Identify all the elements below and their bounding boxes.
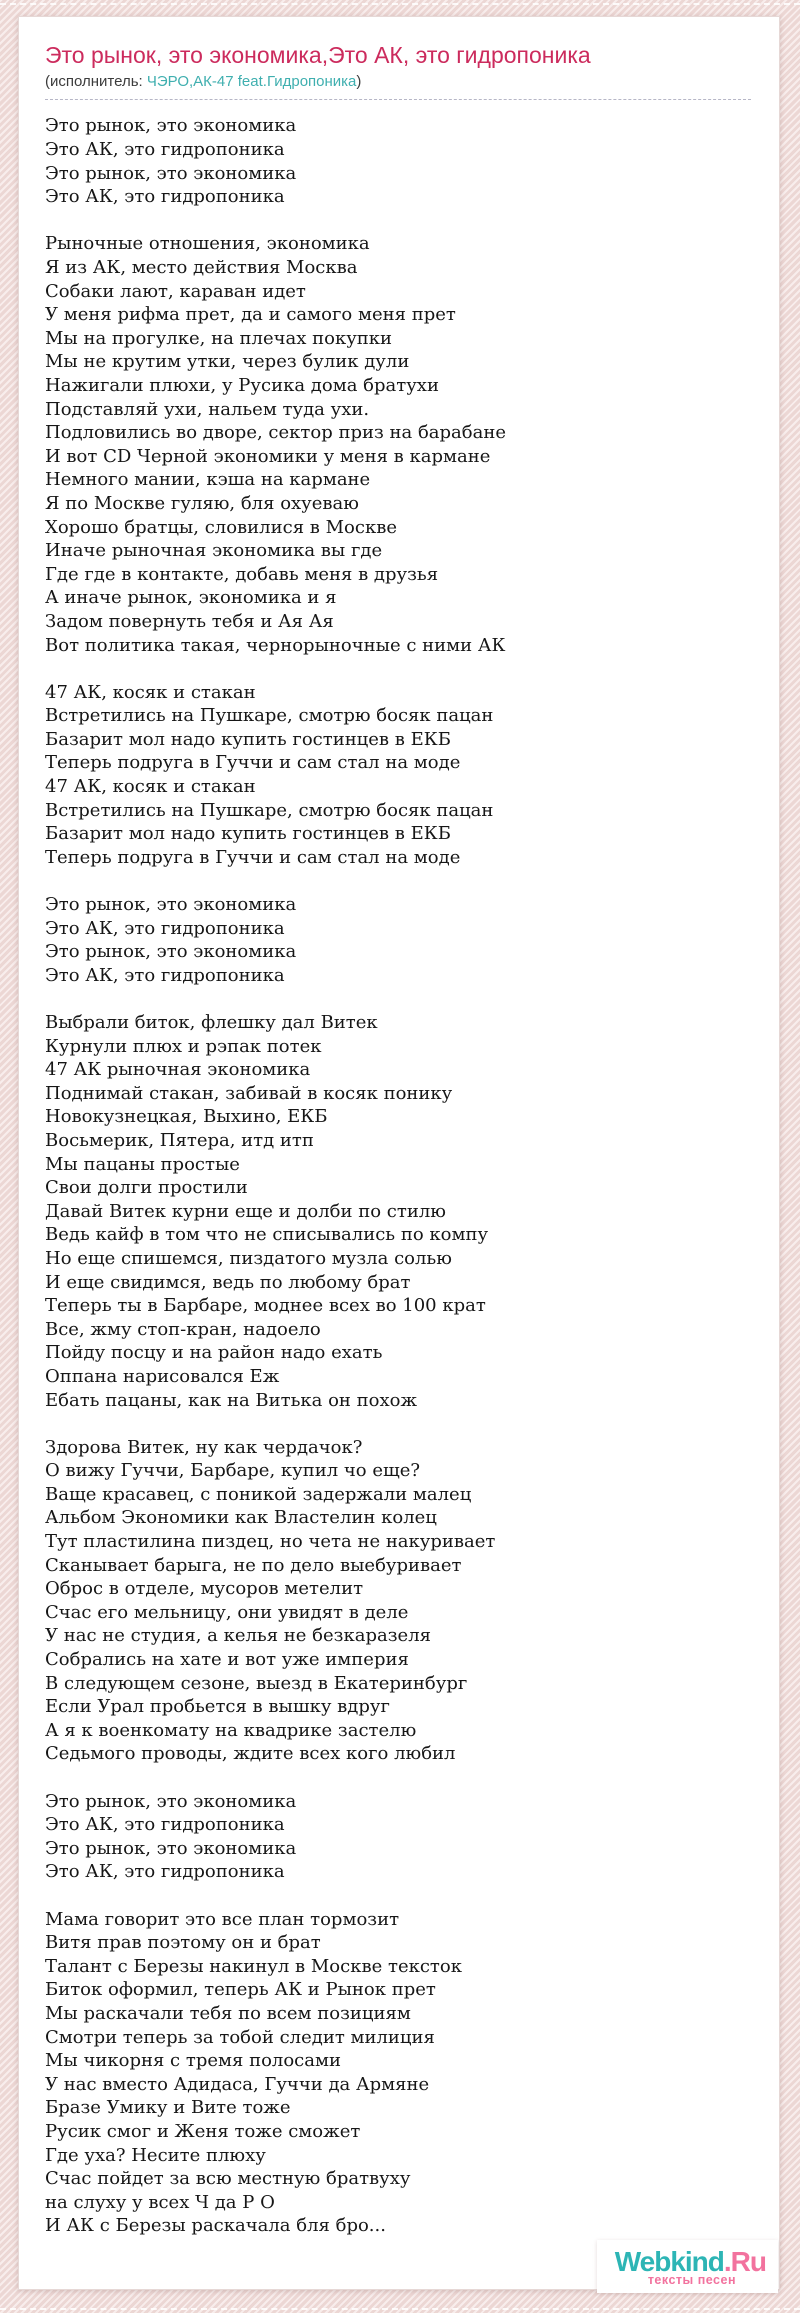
stanza: 47 АК, косяк и стакан Встретились на Пушкаре, смотрю босяк пацан Базарит мол надо купить гостинцев в ЕКБ Теперь подруга в Гуччи и сам стал на моде 47 АК, косяк и стакан Встретились на Пушкаре, смотрю босяк пацан Базарит мол надо купить гостинцев в ЕКБ Теперь подруга в Гуччи и сам стал на моде	[45, 681, 494, 868]
stanza: Здорова Витек, ну как чердачок? О вижу Гуччи, Барбаре, купил чо еще? Ваще красавец, с поникой задержали малец Альбом Экономики как Властелин колец Тут пластилина пиздец, но чета не накуривает Сканывает барыга, не по дело выебуривает Оброс в отделе, мусоров метелит Счас его мельницу, они увидят в деле У нас не студия, а келья не безкаразеля Собрались на хате и вот уже империя В следующем сезоне, выезд в Екатеринбург Если Урал пробьется в вышку вдруг А я к военкомату на квадрике застелю Седьмого проводы, ждите всех кого любил	[45, 1436, 496, 1765]
lyrics	[45, 114, 751, 2237]
webkind-logo[interactable]	[597, 2240, 778, 2293]
stanza: Это рынок, это экономика Это АК, это гидропоника Это рынок, это экономика Это АК, это гидропоника	[45, 115, 297, 208]
performer-prefix: (исполнитель:	[45, 73, 147, 91]
stanza: Рыночные отношения, экономика Я из АК, место действия Москва Собаки лают, караван идет У меня рифма прет, да и самого меня прет Мы на прогулке, на плечах покупки Мы не крутим утки, через булик дули Нажигали плюхи, у Русика дома братухи Подставляй ухи, нальем туда ухи. Подловились во дворе, сектор приз на барабане И вот CD Черной экономики у меня в кармане Немного мании, кэша на кармане Я по Москве гуляю, бля охуеваю Хорошо братцы, словилися в Москве Иначе рыночная экономика вы где Где где в контакте, добавь меня в друзья А иначе рынок, экономика и я Задом повернуть тебя и Ая Ая Вот политика такая, чернорыночные с ними АК	[45, 233, 506, 656]
performer-suffix: )	[356, 73, 362, 91]
logo-brand-main: Webkind	[614, 2245, 724, 2277]
webkind-logo-text	[615, 2247, 766, 2276]
performer-line	[45, 73, 751, 90]
lyrics-card	[18, 16, 780, 2290]
logo-brand-suffix: .Ru	[723, 2245, 766, 2277]
stanza: Это рынок, это экономика Это АК, это гидропоника Это рынок, это экономика Это АК, это гидропоника	[45, 1790, 297, 1883]
stanza: Это рынок, это экономика Это АК, это гидропоника Это рынок, это экономика Это АК, это гидропоника	[45, 894, 297, 986]
performer-link[interactable]: ЧЭРО,АК-47 feat.Гидропоника	[146, 73, 357, 91]
song-title: Это рынок, это экономика,Это АК, это гидропоника	[45, 42, 591, 68]
stanza: Выбрали биток, флешку дал Витек Курнули плюх и рэпак потек 47 АК рыночная экономика Поднимай стакан, забивай в косяк понику Новокузнецкая, Выхино, ЕКБ Восьмерик, Пятера, итд итп Мы пацаны простые Свои долги простили Давай Витек курни еще и долби по стилю Ведь кайф в том что не списывались по компу Но еще спишемся, пиздатого музла солью И еще свидимся, ведь по любому брат Теперь ты в Барбаре, моднее всех во 100 крат Все, жму стоп-кран, надоело Пойду посцу и на район надо ехать Оппана нарисовался Еж Ебать пацаны, как на Витька он похож	[45, 1012, 489, 1411]
logo-tagline: тексты песен	[647, 2273, 736, 2287]
stanza: Мама говорит это все план тормозит Витя прав поэтому он и брат Талант с Березы накинул в Москве тексток Биток оформил, теперь АК и Рынок прет Мы раскачали тебя по всем позициям Смотри теперь за тобой следит милиция Мы чикорня с тремя полосами У нас вместо Адидаса, Гуччи да Армяне Бразе Умику и Вите тоже Русик смог и Женя тоже сможет Где уха? Несите плюху Счас пойдет за всю местную братвуху на слуху у всех Ч да Р О И АК с Березы раскачала бля бро...	[45, 1908, 462, 2237]
dashed-separator	[45, 99, 751, 100]
